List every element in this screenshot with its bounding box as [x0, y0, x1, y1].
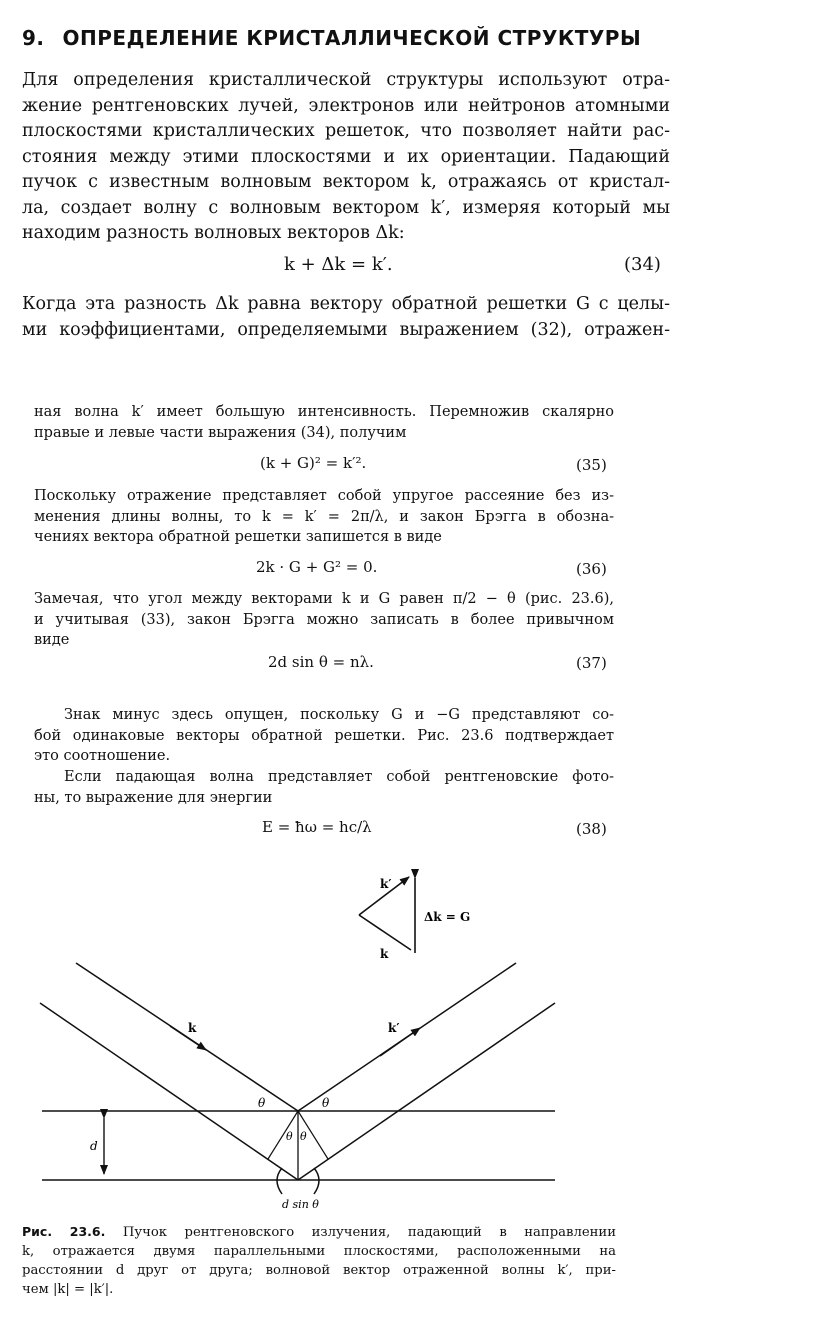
text-line: ми коэффициентами, определяемыми выражением (32), отражен-: [22, 319, 670, 340]
bragg-figure: [0, 860, 616, 1210]
equation-38: E = ħω = hc/λ: [262, 818, 372, 836]
dsin-bracket-right: [314, 1168, 319, 1194]
equation-36: 2k · G + G² = 0.: [256, 558, 378, 576]
equation-number-38: (38): [576, 820, 607, 838]
text-line: Для определения кристаллической структуры используют отра-: [22, 70, 670, 90]
text-line: плоскостями кристаллических решеток, что позволяет найти рас-: [22, 121, 670, 141]
text-line: бой одинаковые векторы обратной решетки. Рис. 23.6 подтверждает: [34, 727, 614, 744]
reflected-k-label: k′: [388, 1021, 400, 1035]
section-number: 9.: [22, 26, 45, 50]
text-line: чениях вектора обратной решетки запишется в виде: [34, 529, 442, 545]
text-line: Замечая, что угол между векторами k и G равен π/2 − θ (рис. 23.6),: [34, 591, 614, 607]
text-line: Знак минус здесь опущен, поскольку G и −G представляют со-: [64, 707, 614, 723]
dsin-bracket-left: [277, 1168, 282, 1194]
theta-right-label: θ: [322, 1096, 330, 1110]
text-line: это соотношение.: [34, 748, 171, 764]
reflected-beam-lower: [298, 1003, 555, 1180]
text-line: пучок с известным волновым вектором k, отражаясь от кристал-: [22, 172, 670, 192]
dsin-label: d sin θ: [282, 1198, 319, 1210]
caption-line: k, отражается двумя параллельными плоскостями, расположенными на: [22, 1244, 616, 1259]
reflected-arrow: [380, 1028, 420, 1056]
caption-line: чем |k| = |k′|.: [22, 1282, 114, 1297]
text-line: ны, то выражение для энергии: [34, 789, 273, 806]
text-line: виде: [34, 632, 70, 648]
triangle-k-prime-label: k′: [380, 877, 392, 891]
spacing-d-label: d: [90, 1139, 98, 1153]
theta-left-label: θ: [258, 1096, 266, 1110]
text-line: находим разность волновых векторов Δk:: [22, 223, 405, 243]
figure-caption: [22, 1222, 616, 1299]
triangle-k-label: k: [380, 947, 389, 961]
text-line: ла, создает волну с волновым вектором k′, измеряя который мы: [22, 197, 670, 218]
paragraph-intro: [22, 68, 670, 247]
equation-number-36: (36): [576, 560, 607, 578]
theta-inner-right-label: θ: [300, 1130, 307, 1143]
paragraph-photons: [34, 767, 614, 808]
equation-35: (k + G)² = k′².: [260, 454, 367, 472]
text-line: стояния между этими плоскостями и их ориентации. Падающий: [22, 146, 670, 167]
text-line: и учитывая (33), закон Брэгга можно записать в более привычном: [34, 611, 614, 628]
equation-37: 2d sin θ = nλ.: [268, 653, 374, 671]
section-heading: [22, 26, 641, 50]
equation-34: k + Δk = k′.: [284, 254, 393, 275]
section-title: ОПРЕДЕЛЕНИЕ КРИСТАЛЛИЧЕСКОЙ СТРУКТУРЫ: [62, 26, 642, 50]
equation-number-37: (37): [576, 654, 607, 672]
paragraph-angle: [34, 589, 614, 651]
text-line: ная волна k′ имеет большую интенсивность. Перемножив скалярно: [34, 404, 614, 420]
perpendicular-left: [268, 1111, 298, 1159]
incident-k-label: k: [188, 1021, 197, 1035]
incident-beam-lower: [40, 1003, 298, 1180]
caption-line: Пучок рентгеновского излучения, падающий в направлении: [105, 1225, 616, 1240]
caption-label: Рис. 23.6.: [22, 1224, 106, 1239]
text-line: Если падающая волна представляет собой рентгеновские фото-: [64, 769, 614, 785]
triangle-k-vector: [359, 915, 411, 950]
equation-number-34: (34): [624, 254, 661, 275]
caption-line: расстоянии d друг от друга; волновой вектор отраженной волны k′, при-: [22, 1263, 616, 1278]
text-line: Когда эта разность Δk равна вектору обратной решетки G с целы-: [22, 294, 670, 314]
theta-inner-left-label: θ: [286, 1130, 293, 1143]
triangle-delta-label: Δk = G: [424, 910, 471, 924]
paragraph-elastic: [34, 486, 614, 548]
text-line: жение рентгеновских лучей, электронов или нейтронов атомными: [22, 95, 670, 116]
paragraph-condition: [22, 292, 670, 343]
equation-number-35: (35): [576, 456, 607, 474]
text-line: правые и левые части выражения (34), получим: [34, 424, 407, 441]
paragraph-intensity: [34, 402, 614, 443]
paragraph-sign: [34, 705, 614, 767]
text-line: Поскольку отражение представляет собой упругое рассеяние без из-: [34, 488, 614, 504]
text-line: менения длины волны, то k = k′ = 2π/λ, и закон Брэгга в обозна-: [34, 508, 614, 525]
